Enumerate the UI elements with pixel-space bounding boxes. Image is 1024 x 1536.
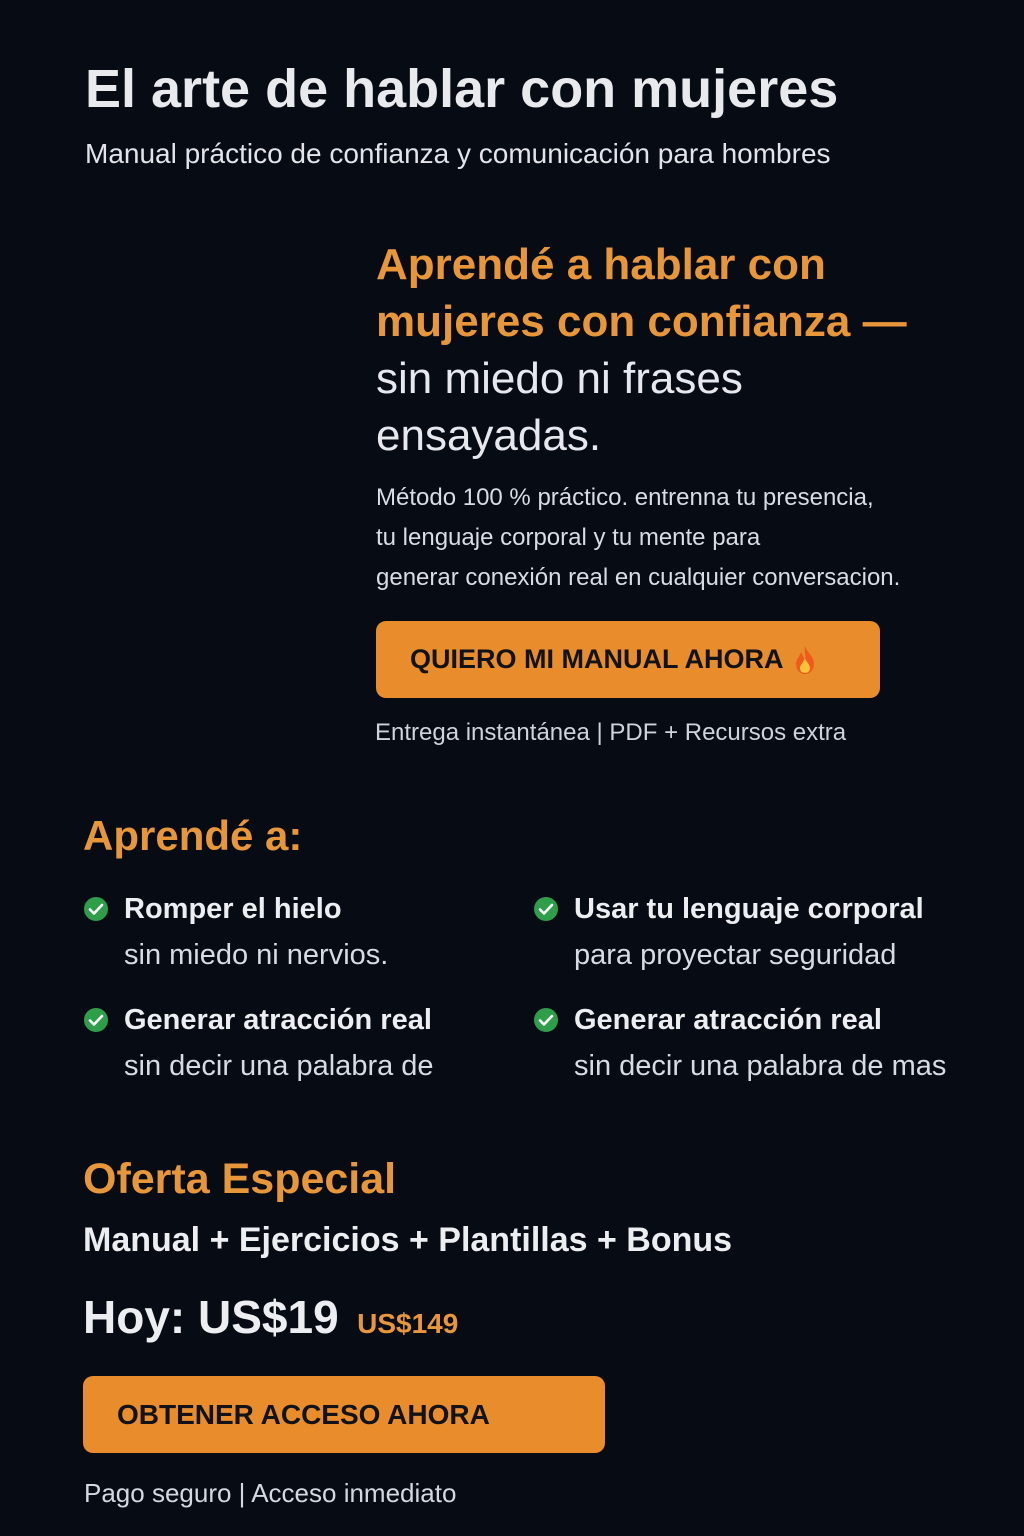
access-cta-button[interactable] [83, 1376, 605, 1453]
check-circle-icon [533, 1007, 559, 1033]
page-subtitle: Manual práctico de confianza y comunicación para hombres [85, 138, 831, 169]
page-title: El arte de hablar con mujeres [85, 59, 839, 119]
benefit-title: Generar atracción real [124, 1004, 432, 1036]
hero-description-line: tu lenguaje corporal y tu mente para [376, 524, 761, 551]
hero-description-line: Método 100 % práctico. entrenna tu presencia, [376, 484, 874, 511]
hero-description [376, 478, 996, 598]
access-cta-label: OBTENER ACCESO AHORA [117, 1398, 490, 1430]
manual-cta-label: QUIERO MI MANUAL AHORA [410, 644, 784, 674]
hero-description-line: generar conexión real en cualquier conversacion. [376, 564, 901, 591]
delivery-note: Entrega instantánea | PDF + Recursos extra [375, 719, 847, 746]
benefit-description: sin decir una palabra de mas [574, 1050, 947, 1082]
hero-headline-rest-line1: sin miedo ni frases [376, 354, 743, 403]
learn-section-title: Aprendé a: [83, 812, 303, 859]
price-row [83, 1290, 458, 1344]
benefit-description: sin miedo ni nervios. [124, 939, 389, 971]
hero-headline [376, 236, 996, 464]
check-circle-icon [83, 1007, 109, 1033]
benefit-title: Usar tu lenguaje corporal [574, 893, 924, 925]
current-price: Hoy: US$19 [83, 1291, 339, 1343]
flame-icon [794, 645, 816, 675]
benefit-title: Romper el hielo [124, 893, 342, 925]
payment-note: Pago seguro | Acceso inmediato [84, 1478, 457, 1508]
check-circle-icon [533, 896, 559, 922]
hero-section [376, 236, 996, 598]
check-circle-icon [83, 896, 109, 922]
hero-headline-accent-line1: Aprendé a hablar con [376, 240, 826, 289]
benefit-description: para proyectar seguridad [574, 939, 897, 971]
manual-cta-button[interactable] [376, 621, 880, 698]
hero-headline-accent-line2: mujeres con confianza — [376, 297, 907, 346]
benefit-description: sin decir una palabra de [124, 1050, 434, 1082]
offer-items: Manual + Ejercicios + Plantillas + Bonus [83, 1221, 733, 1259]
old-price: US$149 [357, 1308, 459, 1339]
offer-title: Oferta Especial [83, 1155, 397, 1203]
hero-headline-rest-line2: ensayadas. [376, 411, 602, 460]
benefit-title: Generar atracción real [574, 1004, 882, 1036]
